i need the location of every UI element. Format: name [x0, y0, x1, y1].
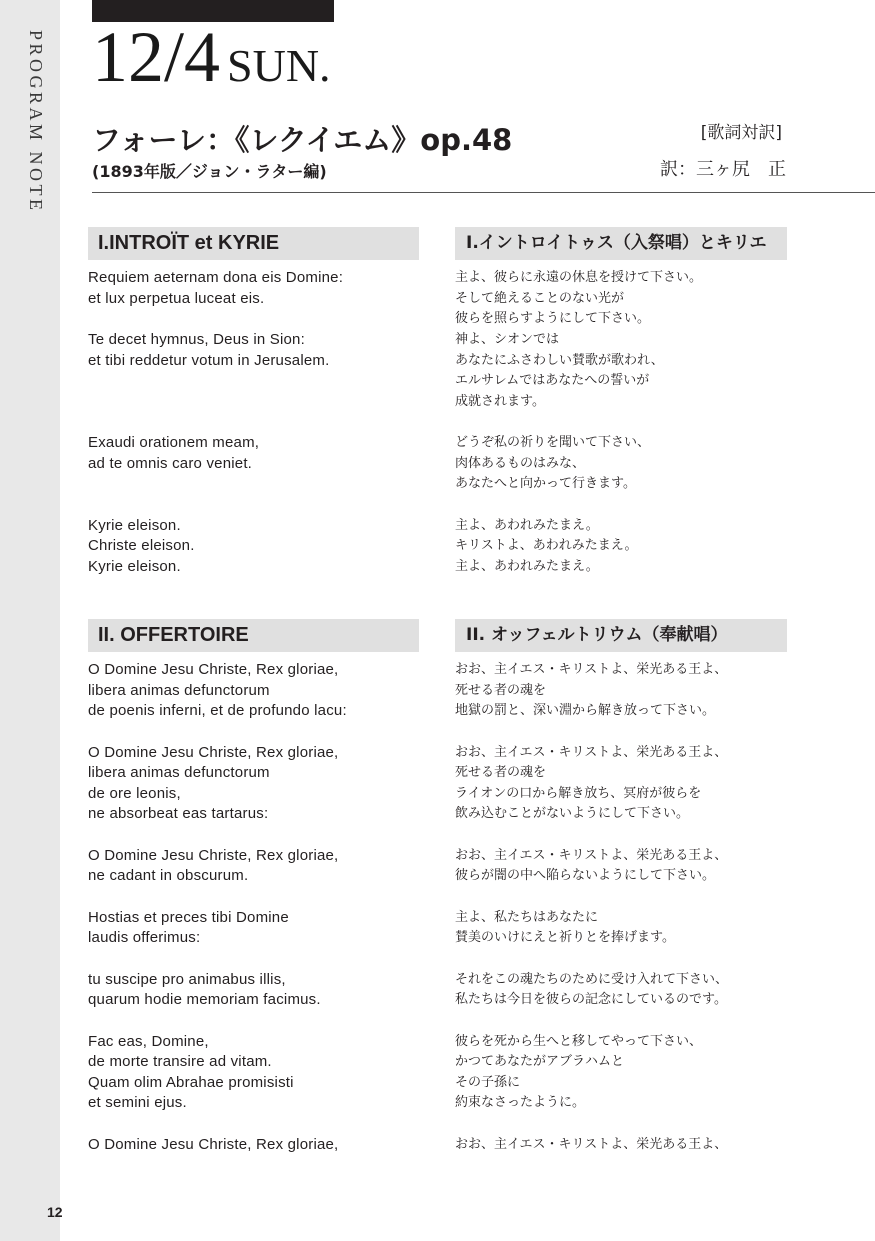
- lyric-line: その子孫に: [455, 1074, 521, 1090]
- lyric-line: et tibi reddetur votum in Jerusalem.: [88, 351, 330, 369]
- lyric-line: キリストよ、あわれみたまえ。: [455, 538, 638, 554]
- concert-date: [92, 17, 331, 102]
- lyric-line: Fac eas, Domine,: [88, 1032, 209, 1050]
- lyric-line: 成就されます。: [455, 393, 545, 409]
- lyric-line: Quam olim Abrahae promisisti: [88, 1073, 294, 1091]
- blank-line: [88, 825, 419, 846]
- lyric-line: Exaudi orationem meam,: [88, 434, 260, 452]
- lyric-line: de poenis inferni, et de profundo lacu:: [88, 702, 347, 720]
- lyric-line: et semini ejus.: [88, 1094, 187, 1112]
- lyric-line: 彼らを照らすようにして下さい。: [455, 311, 651, 327]
- lyric-line: あなたにふさわしい賛歌が歌われ、: [455, 352, 664, 368]
- section-heading-latin: I.INTROÏT et KYRIE: [88, 227, 419, 260]
- blank-line: [88, 1114, 419, 1135]
- blank-line: [88, 949, 419, 970]
- lyric-line: quarum hodie memoriam facimus.: [88, 991, 321, 1009]
- weekday-text: SUN.: [227, 40, 331, 91]
- section-heading-latin: II. OFFERTOIRE: [88, 619, 419, 652]
- lyric-line: 主よ、彼らに永遠の休息を授けて下さい。: [455, 270, 703, 285]
- lyric-line: Kyrie eleison.: [88, 557, 181, 575]
- lyric-line: おお、主イエス・キリストよ、栄光ある王よ、: [455, 847, 728, 863]
- blank-line: [88, 412, 419, 433]
- section-offertoire: [88, 619, 787, 1179]
- blank-line: [88, 474, 419, 495]
- lyric-line: 死せる者の魂を: [455, 682, 547, 698]
- lyric-line: あなたへと向かって行きます。: [455, 476, 636, 492]
- blank-line: [455, 1114, 787, 1135]
- lyric-line: 肉体あるものはみな、: [455, 455, 586, 471]
- sidebar-label: PROGRAM NOTE: [26, 30, 46, 214]
- blank-line: [455, 949, 787, 970]
- blank-line: [88, 392, 419, 413]
- lyric-line: laudis offerimus:: [88, 929, 201, 947]
- page-subtitle: (1893年版／ジョン・ラター編): [92, 162, 327, 181]
- lyric-line: 約束なさったように。: [455, 1095, 586, 1111]
- lyric-line: 地獄の罰と、深い淵から解き放って下さい。: [455, 703, 716, 719]
- lyric-line: de ore leonis,: [88, 784, 181, 802]
- blank-line: [455, 495, 787, 516]
- blank-line: [88, 495, 419, 516]
- blank-line: [455, 722, 787, 743]
- japanese-text-column: [455, 268, 787, 578]
- lyric-line: 主よ、あわれみたまえ。: [455, 558, 599, 574]
- lyric-line: 神よ、シオンでは: [455, 331, 560, 347]
- lyric-line: そして絶えることのない光が: [455, 290, 625, 306]
- lyric-line: 主よ、私たちはあなたに: [455, 909, 599, 925]
- lyric-line: tu suscipe pro animabus illis,: [88, 970, 286, 988]
- lyric-line: libera animas defunctorum: [88, 764, 270, 782]
- lyric-line: Christe eleison.: [88, 537, 195, 555]
- lyric-line: Requiem aeternam dona eis Domine:: [88, 269, 344, 286]
- section-heading-japanese: I.イントロイトゥス（入祭唱）とキリエ: [455, 227, 787, 260]
- lyric-line: Te decet hymnus, Deus in Sion:: [88, 330, 305, 348]
- lyric-line: どうぞ私の祈りを聞いて下さい、: [455, 435, 651, 451]
- blank-line: [455, 887, 787, 908]
- latin-text-column: [88, 268, 419, 578]
- lyric-line: ne absorbeat eas tartarus:: [88, 805, 269, 823]
- page-number: 12: [47, 1204, 63, 1220]
- blank-line: [88, 309, 419, 330]
- lyric-line: O Domine Jesu Christe, Rex gloriae,: [88, 661, 339, 678]
- lyric-line: ne cadant in obscurum.: [88, 867, 249, 885]
- lyric-line: Kyrie eleison.: [88, 516, 181, 534]
- blank-line: [455, 1011, 787, 1032]
- lyric-line: おお、主イエス・キリストよ、栄光ある王よ、: [455, 662, 728, 677]
- lyric-line: 彼らが闇の中へ陥らないようにして下さい。: [455, 868, 716, 884]
- lyric-line: O Domine Jesu Christe, Rex gloriae,: [88, 743, 339, 761]
- lyric-line: ライオンの口から解き放ち、冥府が彼らを: [455, 785, 702, 801]
- lyric-line: ad te omnis caro veniet.: [88, 454, 253, 472]
- lyric-line: 主よ、あわれみたまえ。: [455, 517, 599, 533]
- blank-line: [88, 887, 419, 908]
- translation-tag: [歌詞対訳]: [700, 123, 782, 143]
- lyric-line: それをこの魂たちのために受け入れて下さい、: [455, 971, 729, 987]
- japanese-text-column: [455, 660, 787, 1155]
- page-title: フォーレ：《レクイエム》op.48: [92, 123, 513, 157]
- lyric-line: 私たちは今日を彼らの記念にしているのです。: [455, 992, 727, 1008]
- lyric-line: libera animas defunctorum: [88, 681, 270, 699]
- translator-credit: 訳：三ヶ尻 正: [660, 159, 786, 180]
- section-heading-japanese: II. オッフェルトリウム（奉献唱）: [455, 619, 787, 652]
- lyric-line: おお、主イエス・キリストよ、栄光ある王よ、: [455, 1136, 728, 1152]
- lyric-line: エルサレムではあなたへの誓いが: [455, 373, 650, 389]
- blank-line: [88, 1011, 419, 1032]
- lyric-line: et lux perpetua luceat eis.: [88, 289, 265, 307]
- lyric-line: おお、主イエス・キリストよ、栄光ある王よ、: [455, 744, 728, 760]
- blank-line: [455, 412, 787, 433]
- lyric-line: O Domine Jesu Christe, Rex gloriae,: [88, 846, 339, 864]
- lyric-line: 彼らを死から生へと移してやって下さい、: [455, 1033, 703, 1049]
- lyric-line: de morte transire ad vitam.: [88, 1053, 272, 1071]
- blank-line: [88, 722, 419, 743]
- lyric-line: 飲み込むことがないようにして下さい。: [455, 806, 690, 822]
- lyric-line: Hostias et preces tibi Domine: [88, 908, 289, 926]
- lyric-line: 賛美のいけにえと祈りとを捧げます。: [455, 930, 675, 946]
- date-text: 12/4: [92, 17, 221, 97]
- sidebar: [0, 0, 63, 1241]
- lyric-line: 死せる者の魂を: [455, 765, 547, 781]
- lyric-line: O Domine Jesu Christe, Rex gloriae,: [88, 1135, 339, 1153]
- blank-line: [88, 371, 419, 392]
- header-divider: [92, 192, 875, 193]
- lyric-line: かつてあなたがアブラハムと: [455, 1054, 625, 1070]
- blank-line: [455, 825, 787, 846]
- latin-text-column: [88, 660, 419, 1155]
